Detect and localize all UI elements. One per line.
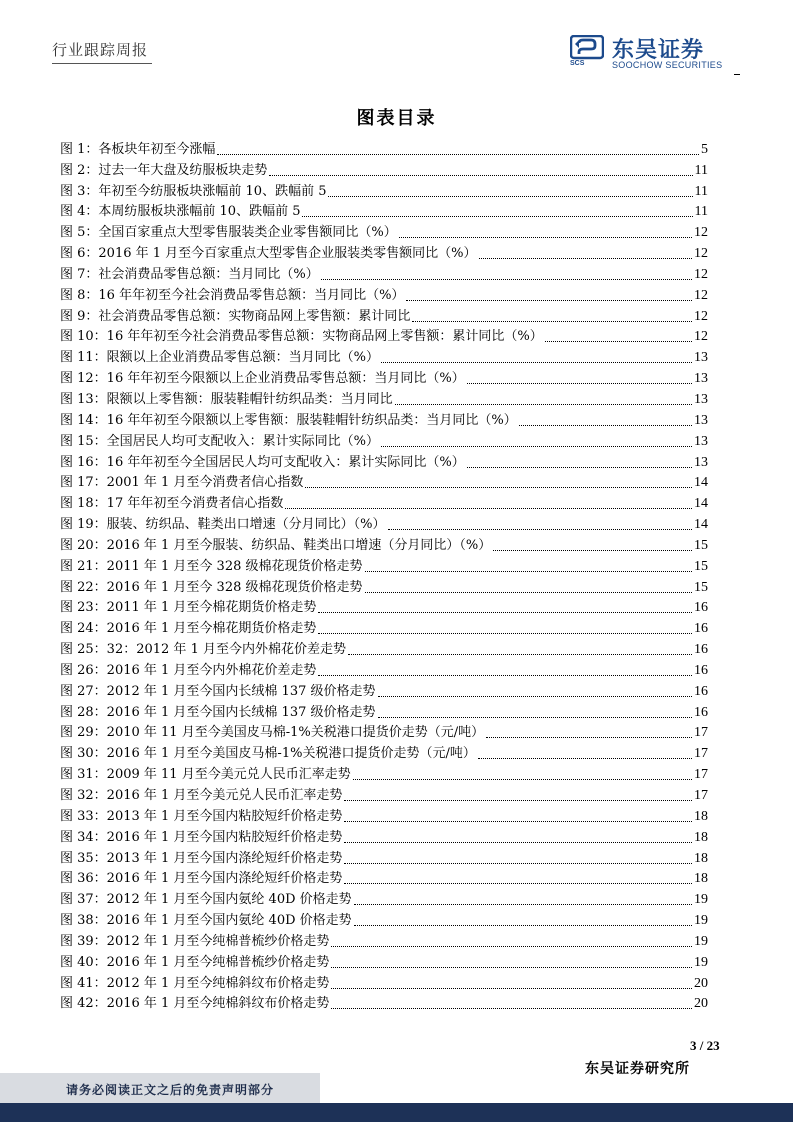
toc-entry-page: 16 xyxy=(694,621,708,637)
toc-dot-leader xyxy=(305,487,692,488)
toc-entry[interactable] xyxy=(60,429,708,450)
toc-entry[interactable] xyxy=(60,887,708,908)
toc-entry-label: 图 26：2016 年 1 月至今内外棉花价差走势 xyxy=(60,662,317,678)
toc-entry-label: 图 28：2016 年 1 月至今国内长绒棉 137 级价格走势 xyxy=(60,704,376,720)
toc-entry-page: 19 xyxy=(694,892,708,908)
toc-entry[interactable] xyxy=(60,304,708,325)
toc-entry[interactable] xyxy=(60,512,708,533)
toc-entry-page: 12 xyxy=(694,225,708,241)
toc-entry-label: 图 24：2016 年 1 月至今棉花期货价格走势 xyxy=(60,621,317,637)
toc-title: 图表目录 xyxy=(356,108,437,129)
toc-entry-label: 图 17：2001 年 1 月至今消费者信心指数 xyxy=(60,475,304,491)
table-of-figures xyxy=(60,137,708,1012)
toc-entry-label: 图 38：2016 年 1 月至今国内氨纶 40D 价格走势 xyxy=(60,913,352,929)
toc-entry[interactable] xyxy=(60,804,708,825)
toc-entry[interactable] xyxy=(60,262,708,283)
toc-entry[interactable] xyxy=(60,471,708,492)
toc-entry-page: 14 xyxy=(694,496,708,512)
toc-entry[interactable] xyxy=(60,783,708,804)
toc-entry-label: 图 20：2016 年 1 月至今服装、纺织品、鞋类出口增速（分月同比）（%） xyxy=(60,537,492,553)
toc-entry[interactable] xyxy=(60,846,708,867)
toc-dot-leader xyxy=(467,467,692,468)
toc-entry-page: 13 xyxy=(694,433,708,449)
toc-entry[interactable] xyxy=(60,366,708,387)
toc-entry[interactable] xyxy=(60,220,708,241)
toc-entry[interactable] xyxy=(60,658,708,679)
toc-entry-page: 12 xyxy=(694,246,708,262)
toc-dot-leader xyxy=(331,988,692,989)
toc-entry-page: 16 xyxy=(694,704,708,720)
logo-name: 东吴证券 xyxy=(612,38,705,63)
toc-entry-page: 11 xyxy=(694,162,708,178)
toc-entry-page: 16 xyxy=(694,600,708,616)
header-underline xyxy=(52,63,152,64)
toc-entry[interactable] xyxy=(60,200,708,221)
toc-dot-leader xyxy=(381,446,692,447)
toc-dot-leader xyxy=(354,904,692,905)
toc-entry-page: 12 xyxy=(694,308,708,324)
report-type-label: 行业跟踪周报 xyxy=(52,41,149,59)
toc-entry-page: 15 xyxy=(694,558,708,574)
toc-entry-page: 17 xyxy=(694,746,708,762)
toc-entry-page: 16 xyxy=(694,662,708,678)
toc-entry[interactable] xyxy=(60,616,708,637)
toc-entry[interactable] xyxy=(60,325,708,346)
toc-entry-label: 图 25：32：2012 年 1 月至今内外棉花价差走势 xyxy=(60,642,346,658)
toc-entry[interactable] xyxy=(60,491,708,512)
toc-entry-page: 12 xyxy=(694,287,708,303)
toc-entry-label: 图 33：2013 年 1 月至今国内粘胶短纤价格走势 xyxy=(60,808,343,824)
toc-entry-page: 19 xyxy=(694,954,708,970)
toc-dot-leader xyxy=(399,237,692,238)
toc-entry[interactable] xyxy=(60,992,708,1013)
toc-dot-leader xyxy=(285,508,692,509)
toc-dot-leader xyxy=(353,779,692,780)
toc-dot-leader xyxy=(328,196,692,197)
toc-entry[interactable] xyxy=(60,929,708,950)
toc-entry-page: 13 xyxy=(694,412,708,428)
toc-entry[interactable] xyxy=(60,137,708,158)
toc-dot-leader xyxy=(381,362,692,363)
toc-entry[interactable] xyxy=(60,596,708,617)
toc-entry-label: 图 30：2016 年 1 月至今美国皮马棉-1%关税港口提货价走势（元/吨） xyxy=(60,746,476,762)
toc-entry[interactable] xyxy=(60,637,708,658)
toc-entry-page: 18 xyxy=(694,829,708,845)
toc-dot-leader xyxy=(486,737,692,738)
toc-entry-label: 图 35：2013 年 1 月至今国内涤纶短纤价格走势 xyxy=(60,850,343,866)
toc-entry-page: 12 xyxy=(694,329,708,345)
toc-entry-page: 19 xyxy=(694,913,708,929)
toc-entry-page: 20 xyxy=(694,975,708,991)
toc-entry[interactable] xyxy=(60,825,708,846)
toc-dot-leader xyxy=(344,842,692,843)
toc-entry-label: 图 12：16 年年初至今限额以上企业消费品零售总额：当月同比（%） xyxy=(60,371,465,387)
toc-entry-page: 19 xyxy=(694,933,708,949)
toc-entry-label: 图 18：17 年年初至今消费者信心指数 xyxy=(60,496,284,512)
toc-entry-page: 11 xyxy=(694,183,708,199)
toc-entry-page: 13 xyxy=(694,371,708,387)
toc-entry[interactable] xyxy=(60,950,708,971)
toc-entry-label: 图 6：2016 年 1 月至今百家重点大型零售企业服装类零售额同比（%） xyxy=(60,246,477,262)
toc-entry-page: 18 xyxy=(694,871,708,887)
toc-dot-leader xyxy=(545,341,692,342)
toc-dot-leader xyxy=(331,946,692,947)
toc-dot-leader xyxy=(344,800,692,801)
toc-entry-label: 图 3：年初至今纺服板块涨幅前 10、跌幅前 5 xyxy=(60,183,327,199)
toc-entry[interactable] xyxy=(60,679,708,700)
toc-entry-label: 图 32：2016 年 1 月至今美元兑人民币汇率走势 xyxy=(60,788,343,803)
toc-entry[interactable] xyxy=(60,741,708,762)
toc-dot-leader xyxy=(388,529,692,530)
toc-entry-page: 18 xyxy=(694,850,708,866)
toc-dot-leader xyxy=(318,633,692,634)
toc-entry-page: 16 xyxy=(694,642,708,658)
toc-dot-leader xyxy=(217,154,699,155)
toc-dot-leader xyxy=(406,300,692,301)
toc-dot-leader xyxy=(395,404,692,405)
toc-entry-label: 图 9：社会消费品零售总额：实物商品网上零售额：累计同比 xyxy=(60,308,411,324)
toc-entry-label: 图 8：16 年年初至今社会消费品零售总额：当月同比（%） xyxy=(60,287,405,303)
toc-entry-label: 图 13：限额以上零售额：服装鞋帽针纺织品类：当月同比 xyxy=(60,391,393,407)
toc-entry-label: 图 10：16 年年初至今社会消费品零售总额：实物商品网上零售额：累计同比（%） xyxy=(60,329,543,345)
toc-entry-page: 18 xyxy=(694,808,708,824)
toc-dot-leader xyxy=(318,675,692,676)
company-logo xyxy=(570,33,740,73)
toc-dot-leader xyxy=(378,696,692,697)
toc-dot-leader xyxy=(478,758,692,759)
toc-entry-page: 17 xyxy=(694,725,708,741)
toc-dot-leader xyxy=(321,279,692,280)
header-mark xyxy=(734,74,740,75)
toc-entry-label: 图 34：2016 年 1 月至今国内粘胶短纤价格走势 xyxy=(60,829,343,845)
toc-dot-leader xyxy=(344,863,692,864)
page-number: 3 / 23 xyxy=(690,1038,720,1053)
toc-entry-label: 图 22：2016 年 1 月至今 328 级棉花现货价格走势 xyxy=(60,579,363,595)
toc-dot-leader xyxy=(378,717,692,718)
toc-entry-label: 图 4：本周纺服板块涨幅前 10、跌幅前 5 xyxy=(60,204,301,220)
toc-entry[interactable] xyxy=(60,387,708,408)
toc-entry-label: 图 5：全国百家重点大型零售服装类企业零售额同比（%） xyxy=(60,225,397,241)
toc-entry[interactable] xyxy=(60,450,708,471)
toc-entry-page: 5 xyxy=(701,141,708,157)
toc-entry-page: 13 xyxy=(694,454,708,470)
toc-entry[interactable] xyxy=(60,533,708,554)
toc-entry[interactable] xyxy=(60,575,708,596)
toc-dot-leader xyxy=(493,550,692,551)
toc-entry[interactable] xyxy=(60,700,708,721)
toc-entry[interactable] xyxy=(60,408,708,429)
toc-entry-label: 图 39：2012 年 1 月至今纯棉普梳纱价格走势 xyxy=(60,933,330,949)
toc-dot-leader xyxy=(519,425,692,426)
logo-english: SOOCHOW SECURITIES xyxy=(612,60,723,70)
toc-entry-label: 图 27：2012 年 1 月至今国内长绒棉 137 级价格走势 xyxy=(60,683,376,699)
toc-entry-label: 图 1：各板块年初至今涨幅 xyxy=(60,141,216,157)
logo-abbr: SCS xyxy=(570,60,585,67)
toc-entry-label: 图 42：2016 年 1 月至今纯棉斜纹布价格走势 xyxy=(60,996,330,1012)
toc-entry-label: 图 14：16 年年初至今限额以上零售额：服装鞋帽针纺织品类：当月同比（%） xyxy=(60,412,517,428)
footer-bar xyxy=(0,1103,793,1122)
toc-dot-leader xyxy=(412,321,692,322)
toc-entry-label: 图 37：2012 年 1 月至今国内氨纶 40D 价格走势 xyxy=(60,892,352,908)
toc-entry[interactable] xyxy=(60,971,708,992)
toc-dot-leader xyxy=(331,967,692,968)
toc-entry[interactable] xyxy=(60,158,708,179)
toc-dot-leader xyxy=(331,1008,692,1009)
toc-entry-page: 13 xyxy=(694,391,708,407)
toc-entry[interactable] xyxy=(60,721,708,742)
toc-entry-label: 图 7：社会消费品零售总额：当月同比（%） xyxy=(60,266,319,282)
toc-entry[interactable] xyxy=(60,908,708,929)
toc-entry[interactable] xyxy=(60,283,708,304)
toc-dot-leader xyxy=(479,258,692,259)
disclaimer-notice[interactable]: 请务必阅读正文之后的免责声明部分 xyxy=(66,1083,275,1097)
toc-entry-page: 16 xyxy=(694,683,708,699)
toc-entry[interactable] xyxy=(60,345,708,366)
toc-dot-leader xyxy=(344,821,692,822)
toc-entry-page: 12 xyxy=(694,266,708,282)
toc-entry-label: 图 40：2016 年 1 月至今纯棉普梳纱价格走势 xyxy=(60,954,330,970)
toc-entry-label: 图 36：2016 年 1 月至今国内涤纶短纤价格走势 xyxy=(60,871,343,887)
toc-entry-label: 图 2：过去一年大盘及纺服板块走势 xyxy=(60,162,268,178)
toc-entry-page: 14 xyxy=(694,475,708,491)
institute-name: 东吴证券研究所 xyxy=(585,1061,690,1077)
toc-entry[interactable] xyxy=(60,554,708,575)
toc-entry-page: 15 xyxy=(694,537,708,553)
toc-entry-label: 图 16：16 年年初至今全国居民人均可支配收入：累计实际同比（%） xyxy=(60,454,465,470)
toc-dot-leader xyxy=(354,925,692,926)
toc-entry-label: 图 23：2011 年 1 月至今棉花期货价格走势 xyxy=(60,600,317,616)
toc-entry-page: 11 xyxy=(694,204,708,220)
toc-entry-page: 17 xyxy=(694,788,708,803)
toc-entry-label: 图 41：2012 年 1 月至今纯棉斜纹布价格走势 xyxy=(60,975,330,991)
toc-dot-leader xyxy=(318,612,692,613)
toc-entry[interactable] xyxy=(60,241,708,262)
toc-entry-label: 图 15：全国居民人均可支配收入：累计实际同比（%） xyxy=(60,433,380,449)
toc-entry-page: 20 xyxy=(694,996,708,1012)
toc-entry-label: 图 19：服装、纺织品、鞋类出口增速（分月同比）（%） xyxy=(60,517,386,533)
toc-dot-leader xyxy=(302,216,692,217)
toc-entry-label: 图 31：2009 年 11 月至今美元兑人民币汇率走势 xyxy=(60,767,351,783)
toc-dot-leader xyxy=(365,571,692,572)
toc-entry-page: 17 xyxy=(694,767,708,783)
toc-entry[interactable] xyxy=(60,179,708,200)
toc-dot-leader xyxy=(348,654,692,655)
toc-entry[interactable] xyxy=(60,762,708,783)
toc-dot-leader xyxy=(365,592,692,593)
toc-entry-label: 图 11：限额以上企业消费品零售总额：当月同比（%） xyxy=(60,350,380,366)
toc-entry[interactable] xyxy=(60,867,708,888)
toc-dot-leader xyxy=(467,383,692,384)
toc-entry-page: 14 xyxy=(694,517,708,533)
toc-entry-page: 15 xyxy=(694,579,708,595)
toc-dot-leader xyxy=(269,175,692,176)
toc-dot-leader xyxy=(344,883,692,884)
toc-entry-page: 13 xyxy=(694,350,708,366)
toc-entry-label: 图 29：2010 年 11 月至今美国皮马棉-1%关税港口提货价走势（元/吨） xyxy=(60,725,485,741)
toc-entry-label: 图 21：2011 年 1 月至今 328 级棉花现货价格走势 xyxy=(60,558,363,574)
